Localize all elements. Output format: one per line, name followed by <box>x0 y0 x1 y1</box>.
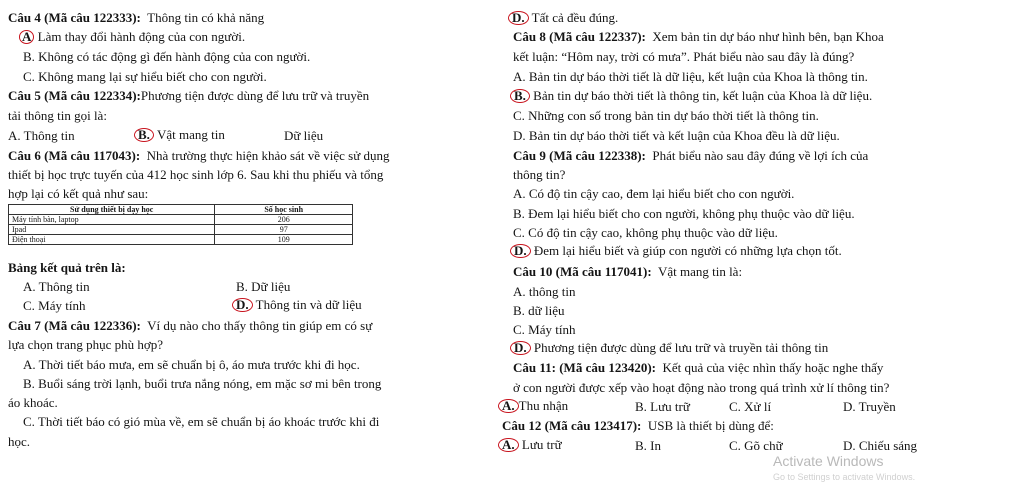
answer-circle: D. <box>510 244 531 258</box>
q7-question: Ví dụ nào cho thấy thông tin giúp em có sự <box>147 318 373 333</box>
q6-question: Nhà trường thực hiện khảo sát về việc sử dụng <box>146 148 390 163</box>
table-cell: 97 <box>215 225 353 235</box>
q8-heading: Câu 8 (Mã câu 122337): <box>513 29 646 44</box>
answer-circle: B. <box>510 89 530 103</box>
q12-option-d[interactable]: D. Chiếu sáng <box>843 438 918 453</box>
table-cell: Điện thoại <box>9 235 215 245</box>
q11-option-b[interactable]: B. Lưu trữ <box>635 399 690 414</box>
q5-question: Phương tiện được dùng để lưu trữ và truyền <box>140 88 370 103</box>
q6-option-c[interactable]: C. Máy tính <box>23 298 86 313</box>
q8-option-c[interactable]: C. Những con số trong bản tin dự báo thời tiết là thông tin. <box>513 108 819 123</box>
q12-question: USB là thiết bị dùng để: <box>647 418 774 433</box>
table-header-cell: Số học sinh <box>215 205 353 215</box>
q5-stem <box>8 88 369 103</box>
table-cell: 206 <box>215 215 353 225</box>
q6-heading: Câu 6 (Mã câu 117043): <box>8 148 141 163</box>
answer-circle: D. <box>508 11 529 25</box>
q7-option-a[interactable]: A. Thời tiết báo mưa, em sẽ chuẩn bị ô, áo mưa trước khi đi học. <box>23 357 360 372</box>
answer-circle: A <box>19 30 34 44</box>
q5-option-c[interactable]: Dữ liệu <box>284 128 324 143</box>
q12-option-a-text: Lưu trữ <box>521 437 562 452</box>
answer-circle: B. <box>134 128 154 142</box>
q6-option-a[interactable]: A. Thông tin <box>23 279 90 294</box>
q7-option-c[interactable]: C. Thời tiết báo có gió mùa về, em sẽ chuẩn bị áo khoác trước khi đi <box>23 414 380 429</box>
q7-option-c-cont: học. <box>8 434 31 449</box>
answer-circle: A. <box>498 399 519 413</box>
q7-heading: Câu 7 (Mã câu 122336): <box>8 318 141 333</box>
q10-option-c[interactable]: C. Máy tính <box>513 322 576 337</box>
q10-option-d-text: Phương tiện được dùng để lưu trữ và truyền tải thông tin <box>533 340 829 355</box>
q8-line2: kết luận: “Hôm nay, trời có mưa”. Phát biểu nào sau đây là đúng? <box>513 49 855 64</box>
q8-option-b[interactable] <box>510 88 872 103</box>
table-cell: 109 <box>215 235 353 245</box>
q8-option-d[interactable]: D. Bản tin dự báo thời tiết và kết luận của Khoa đều là dữ liệu. <box>513 128 840 143</box>
q12-option-a[interactable] <box>498 437 562 452</box>
q4-stem <box>8 10 264 25</box>
q5-heading: Câu 5 (Mã câu 122334): <box>8 88 141 103</box>
table-row <box>9 225 353 235</box>
q9-option-a[interactable]: A. Có độ tin cậy cao, đem lại hiểu biết cho con người. <box>513 186 795 201</box>
table-cell: Máy tính bàn, laptop <box>9 215 215 225</box>
q7-option-d[interactable] <box>508 10 618 25</box>
q6-option-b[interactable]: B. Dữ liệu <box>236 279 291 294</box>
q5-option-b-text: Vật mang tin <box>156 127 225 142</box>
q9-stem <box>513 148 868 163</box>
q10-option-a[interactable]: A. thông tin <box>513 284 576 299</box>
q10-option-b[interactable]: B. dữ liệu <box>513 303 565 318</box>
answer-circle: A. <box>498 438 519 452</box>
q6-line3: hợp lại có kết quả như sau: <box>8 186 149 201</box>
q10-question: Vật mang tin là: <box>657 264 743 279</box>
q7-option-b[interactable]: B. Buổi sáng trời lạnh, buổi trưa nắng nóng, em mặc sơ mi bên trong <box>23 376 382 391</box>
q8-option-b-text: Bản tin dự báo thời tiết là thông tin, kết luận của Khoa là dữ liệu. <box>533 88 873 103</box>
table-header-cell: Sử dụng thiết bị dạy học <box>9 205 215 215</box>
activate-windows-subtitle: Go to Settings to activate Windows. <box>773 472 916 482</box>
q11-option-c[interactable]: C. Xử lí <box>729 399 772 414</box>
q6-option-d[interactable] <box>232 297 362 312</box>
q12-stem <box>502 418 774 433</box>
q4-option-a[interactable] <box>19 29 245 44</box>
answer-circle: D. <box>232 298 253 312</box>
table-row <box>9 235 353 245</box>
q9-option-b[interactable]: B. Đem lại hiểu biết cho con người, không phụ thuộc vào dữ liệu. <box>513 206 855 221</box>
answer-circle: D. <box>510 341 531 355</box>
q5-line2: tải thông tin gọi là: <box>8 108 107 123</box>
table-row <box>9 215 353 225</box>
q11-line2: ở con người được xếp vào hoạt động nào trong quá trình xử lí thông tin? <box>513 380 890 395</box>
q7-stem <box>8 318 372 333</box>
q8-stem <box>513 29 884 44</box>
table-header-row <box>9 205 353 215</box>
q12-option-c[interactable]: C. Gõ chữ <box>729 438 783 453</box>
q11-stem <box>513 360 883 375</box>
q9-option-d-text: Đem lại hiểu biết và giúp con người có những lựa chọn tốt. <box>533 243 842 258</box>
q11-option-a-text: Thu nhận <box>518 398 569 413</box>
q4-option-a-text: Làm thay đổi hành động của con người. <box>37 29 246 44</box>
q4-option-b[interactable]: B. Không có tác động gì đến hành động của con người. <box>23 49 311 64</box>
q4-option-c[interactable]: C. Không mang lại sự hiểu biết cho con người. <box>23 69 267 84</box>
q7-line2: lựa chọn trang phục phù hợp? <box>8 337 164 352</box>
q8-question: Xem bản tin dự báo như hình bên, bạn Khoa <box>652 29 884 44</box>
q9-option-d[interactable] <box>510 243 842 258</box>
table-caption: Bảng kết quả trên là: <box>8 260 126 275</box>
q4-heading: Câu 4 (Mã câu 122333): <box>8 10 141 25</box>
survey-table <box>8 204 353 245</box>
q9-question: Phát biểu nào sau đây đúng về lợi ích của <box>652 148 869 163</box>
q12-option-b[interactable]: B. In <box>635 438 661 453</box>
activate-windows-title: Activate Windows <box>773 453 884 469</box>
q12-heading: Câu 12 (Mã câu 123417): <box>502 418 642 433</box>
q11-question: Kết quả của việc nhìn thấy hoặc nghe thấy <box>662 360 884 375</box>
q5-option-b[interactable] <box>134 127 225 142</box>
q9-heading: Câu 9 (Mã câu 122338): <box>513 148 646 163</box>
q6-option-d-text: Thông tin và dữ liệu <box>255 297 362 312</box>
q10-heading: Câu 10 (Mã câu 117041): <box>513 264 652 279</box>
q7-option-b-cont: áo khoác. <box>8 395 58 410</box>
q7-option-d-text: Tất cả đều đúng. <box>531 10 619 25</box>
q6-line2: thiết bị học trực tuyến của 412 học sinh lớp 6. Sau khi thu phiếu và tổng <box>8 167 384 182</box>
q4-question: Thông tin có khả năng <box>147 10 265 25</box>
q11-heading: Câu 11: (Mã câu 123420): <box>513 360 656 375</box>
q10-option-d[interactable] <box>510 340 828 355</box>
q6-stem <box>8 148 390 163</box>
q10-stem <box>513 264 742 279</box>
q9-line2: thông tin? <box>513 167 566 182</box>
table-cell: Ipad <box>9 225 215 235</box>
q5-option-a[interactable]: A. Thông tin <box>8 128 75 143</box>
q11-option-d[interactable]: D. Truyền <box>843 399 896 414</box>
q8-option-a[interactable]: A. Bản tin dự báo thời tiết là dữ liệu, kết luận của Khoa là thông tin. <box>513 69 868 84</box>
q9-option-c[interactable]: C. Có độ tin cậy cao, không phụ thuộc vào dữ liệu. <box>513 225 778 240</box>
q11-option-a[interactable] <box>498 398 568 413</box>
